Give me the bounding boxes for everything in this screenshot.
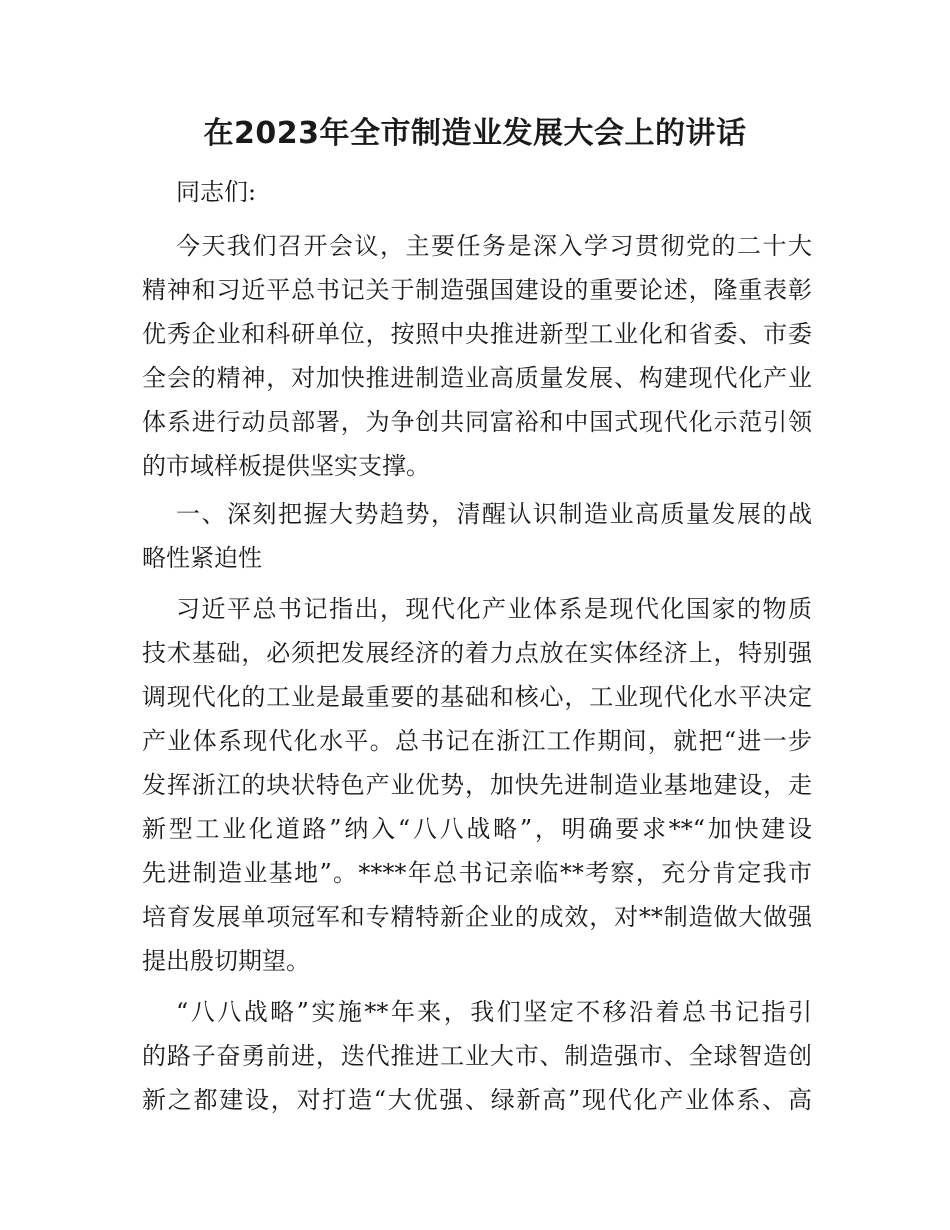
paragraph-line: 发挥浙江的块状特色产业优势，加快先进制造业基地建设，走 (142, 771, 812, 799)
paragraph-line: 体系进行动员部署，为争创共同富裕和中国式现代化示范引领 (142, 408, 812, 436)
heading-line: 略性紧迫性 (142, 544, 262, 572)
salutation (142, 170, 846, 214)
paragraph-line: 培育发展单项冠军和专精特新企业的成效，对**制造做大做强 (142, 903, 812, 931)
paragraph-line: 的市域样板提供坚实支撑。 (142, 452, 430, 480)
paragraph-line: 全会的精神，对加快推进制造业高质量发展、构建现代化产业 (142, 364, 812, 392)
paragraph-line: 提出殷切期望。 (142, 947, 310, 975)
paragraph-intro (142, 224, 812, 488)
paragraph-line: 优秀企业和科研单位，按照中央推进新型工业化和省委、市委 (142, 320, 812, 348)
paragraph-line: 的路子奋勇前进，迭代推进工业大市、制造强市、全球智造创 (142, 1042, 812, 1070)
paragraph-line: 调现代化的工业是最重要的基础和核心，工业现代化水平决定 (142, 683, 812, 711)
paragraph-line: 技术基础，必须把发展经济的着力点放在实体经济上，特别强 (142, 639, 812, 667)
paragraph-line: 先进制造业基地”。****年总书记亲临**考察，充分肯定我市 (142, 859, 812, 887)
paragraph-line: 习近平总书记指出，现代化产业体系是现代化国家的物质 (176, 595, 812, 623)
paragraph-line: 新之都建设，对打造“大优强、绿新高”现代化产业体系、高 (142, 1086, 812, 1114)
document-title: 在2023年全市制造业发展大会上的讲话 (203, 116, 747, 151)
paragraph-line: 新型工业化道路”纳入“八八战略”，明确要求**“加快建设 (142, 815, 812, 843)
paragraph-strategy (142, 990, 812, 1122)
paragraph-line: “八八战略”实施**年来，我们坚定不移沿着总书记指引 (176, 998, 812, 1026)
salutation-line: 同志们: (176, 178, 257, 206)
section-heading-1 (142, 492, 812, 580)
paragraph-line: 精神和习近平总书记关于制造强国建设的重要论述，隆重表彰 (142, 276, 812, 304)
paragraph-line: 产业体系现代化水平。总书记在浙江工作期间，就把“进一步 (142, 727, 812, 755)
heading-line: 一、深刻把握大势趋势，清醒认识制造业高质量发展的战 (176, 500, 812, 528)
paragraph-line: 今天我们召开会议，主要任务是深入学习贯彻党的二十大 (176, 232, 812, 260)
paragraph-xi-remarks (142, 587, 812, 983)
